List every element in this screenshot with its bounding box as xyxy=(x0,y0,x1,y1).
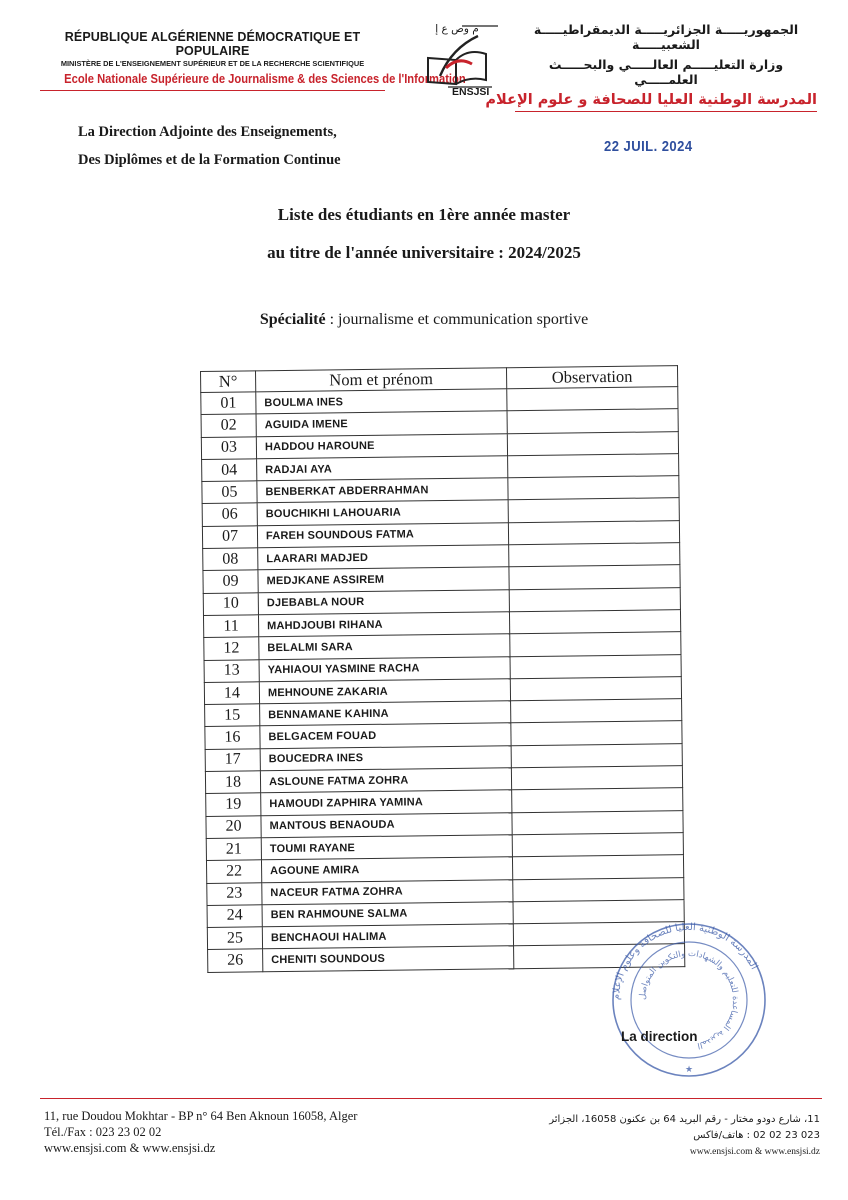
student-number: 10 xyxy=(203,592,258,615)
student-name: BELGACEM FOUAD xyxy=(260,723,511,748)
footer-address-ar: 11، شارع دودو مختار - رقم البريد 64 بن عكنون 16058، الجزائر xyxy=(549,1114,820,1125)
logo-text: ENSJSI xyxy=(452,86,490,98)
student-observation xyxy=(509,565,680,589)
student-number: 01 xyxy=(201,392,256,415)
official-stamp xyxy=(604,920,774,1080)
student-number: 16 xyxy=(205,726,260,749)
student-observation xyxy=(509,587,680,611)
student-observation xyxy=(507,409,678,433)
student-name: BOULMA INES xyxy=(256,389,507,414)
student-number: 03 xyxy=(201,436,256,459)
student-observation xyxy=(512,833,683,857)
student-number: 13 xyxy=(204,659,259,682)
student-observation xyxy=(511,743,682,767)
student-number: 11 xyxy=(203,615,258,638)
student-number: 06 xyxy=(202,503,257,526)
republic-name-ar: الجمهوريـــــة الجزائريـــــة الديمقراطيـــــة الشعبيـــــة xyxy=(533,22,799,52)
student-name: FAREH SOUNDOUS FATMA xyxy=(257,523,508,548)
student-observation xyxy=(507,387,678,411)
academic-year: au titre de l'année universitaire : 2024/2025 xyxy=(267,243,581,262)
header-number: N° xyxy=(201,371,256,393)
stamp-inner-text: المديرية المساعدة للتعليم والشهادات والتكوين المتواصل xyxy=(637,948,741,1051)
student-number: 25 xyxy=(207,927,262,950)
footer-right xyxy=(549,1112,820,1160)
student-name: BOUCEDRA INES xyxy=(260,745,511,770)
student-number: 23 xyxy=(207,882,262,905)
student-number: 14 xyxy=(204,682,259,705)
student-name: ASLOUNE FATMA ZOHRA xyxy=(260,768,511,793)
header-left xyxy=(40,30,466,91)
student-name: MEDJKANE ASSIREM xyxy=(258,567,509,592)
student-name: BENBERKAT ABDERRAHMAN xyxy=(257,478,508,503)
student-observation xyxy=(507,431,678,455)
date-stamp: 22 JUIL. 2024 xyxy=(604,139,693,155)
student-name: BOUCHIKHI LAHOUARIA xyxy=(257,500,508,525)
student-number: 12 xyxy=(204,637,259,660)
student-name: AGUIDA IMENE xyxy=(256,411,507,436)
student-observation xyxy=(508,520,679,544)
student-name: MANTOUS BENAOUDA xyxy=(261,812,512,837)
footer-web-fr: www.ensjsi.com & www.ensjsi.dz xyxy=(44,1141,216,1155)
student-number: 26 xyxy=(208,949,263,972)
student-observation xyxy=(513,877,684,901)
student-observation xyxy=(512,810,683,834)
student-name: BENNAMANE KAHINA xyxy=(260,701,511,726)
student-observation xyxy=(510,677,681,701)
student-number: 20 xyxy=(206,815,261,838)
signature-label: La direction xyxy=(621,1029,698,1044)
student-name: NACEUR FATMA ZOHRA xyxy=(262,879,513,904)
specialty-value: : journalisme et communication sportive xyxy=(325,311,589,328)
student-number: 02 xyxy=(201,414,256,437)
student-name: BENCHAOUI HALIMA xyxy=(262,924,513,949)
student-name: AGOUNE AMIRA xyxy=(261,857,512,882)
footer-web-ar: www.ensjsi.com & www.ensjsi.dz xyxy=(689,1147,820,1157)
student-observation xyxy=(511,699,682,723)
footer-rule xyxy=(40,1098,822,1099)
svg-text:★: ★ xyxy=(684,1064,694,1074)
student-number: 15 xyxy=(205,704,260,727)
stamp-outer-text: المدرسة الوطنية العليا للصحافة وعلوم الإعلام xyxy=(610,921,760,1001)
student-name: MAHDJOUBI RIHANA xyxy=(258,612,509,637)
student-number: 17 xyxy=(205,749,260,772)
header-right-rule xyxy=(515,111,817,112)
student-number: 04 xyxy=(202,459,257,482)
header-right xyxy=(485,22,817,112)
round-stamp-icon xyxy=(604,920,774,1080)
student-name: BEN RAHMOUNE SALMA xyxy=(262,902,513,927)
students-table xyxy=(200,365,685,973)
student-observation xyxy=(510,632,681,656)
student-observation xyxy=(508,454,679,478)
student-name: DJEBABLA NOUR xyxy=(258,589,509,614)
student-name: RADJAI AYA xyxy=(257,456,508,481)
student-name: HADDOU HAROUNE xyxy=(256,433,507,458)
student-number: 09 xyxy=(203,570,258,593)
student-observation xyxy=(512,855,683,879)
specialty-label: Spécialité xyxy=(259,311,326,328)
students-table-body xyxy=(201,387,685,973)
ministry-name-ar: وزارة التعليـــــم العالـــــي والبحـــــث العلمـــــي xyxy=(548,57,784,87)
student-number: 24 xyxy=(207,905,262,928)
student-number: 05 xyxy=(202,481,257,504)
logo-arabic-mark: م وص ع إ xyxy=(435,23,479,35)
issuing-direction xyxy=(78,118,341,174)
student-name: CHENITI SOUNDOUS xyxy=(263,946,514,971)
student-number: 08 xyxy=(203,548,258,571)
student-observation xyxy=(508,498,679,522)
school-name-ar: المدرسة الوطنية العليا للصحافة و علوم الإعلام xyxy=(485,92,817,108)
ministry-name-fr: MINISTÈRE DE L'ENSEIGNEMENT SUPÉRIEUR ET DE LA RECHERCHE SCIENTIFIQUE xyxy=(60,59,365,68)
footer-address-fr: 11, rue Doudou Mokhtar - BP n° 64 Ben Aknoun 16058, Alger xyxy=(44,1109,358,1123)
student-observation xyxy=(509,610,680,634)
student-number: 18 xyxy=(205,771,260,794)
footer-left xyxy=(44,1108,357,1156)
student-number: 21 xyxy=(206,838,261,861)
student-name: YAHIAOUI YASMINE RACHA xyxy=(259,656,510,681)
footer-phone-ar: 023 23 02 02 : هاتف/فاكس xyxy=(693,1130,820,1141)
footer-phone-fr: Tél./Fax : 023 23 02 02 xyxy=(44,1125,162,1139)
document-title: Liste des étudiants en 1ère année master xyxy=(277,205,571,224)
header-left-rule xyxy=(40,90,385,91)
student-number: 07 xyxy=(202,526,257,549)
student-number: 19 xyxy=(206,793,261,816)
direction-line-2: Des Diplômes et de la Formation Continue xyxy=(78,152,341,168)
school-name-fr: Ecole Nationale Supérieure de Journalisme & des Sciences de l'Information xyxy=(64,71,466,86)
student-observation xyxy=(510,654,681,678)
student-observation xyxy=(508,476,679,500)
student-number: 22 xyxy=(206,860,261,883)
school-logo xyxy=(412,18,502,100)
student-observation xyxy=(511,766,682,790)
student-name: LAARARI MADJED xyxy=(258,545,509,570)
student-name: MEHNOUNE ZAKARIA xyxy=(259,679,510,704)
student-observation xyxy=(509,543,680,567)
direction-line-1: La Direction Adjointe des Enseignements, xyxy=(78,124,337,140)
student-name: TOUMI RAYANE xyxy=(261,835,512,860)
student-name: BELALMI SARA xyxy=(259,634,510,659)
specialty xyxy=(0,311,848,329)
header-observation: Observation xyxy=(506,366,677,389)
header-name: Nom et prénom xyxy=(256,368,507,392)
student-observation xyxy=(512,788,683,812)
student-observation xyxy=(511,721,682,745)
student-name: HAMOUDI ZAPHIRA YAMINA xyxy=(261,790,512,815)
republic-name-fr: RÉPUBLIQUE ALGÉRIENNE DÉMOCRATIQUE ET POPULAIRE xyxy=(64,30,361,58)
